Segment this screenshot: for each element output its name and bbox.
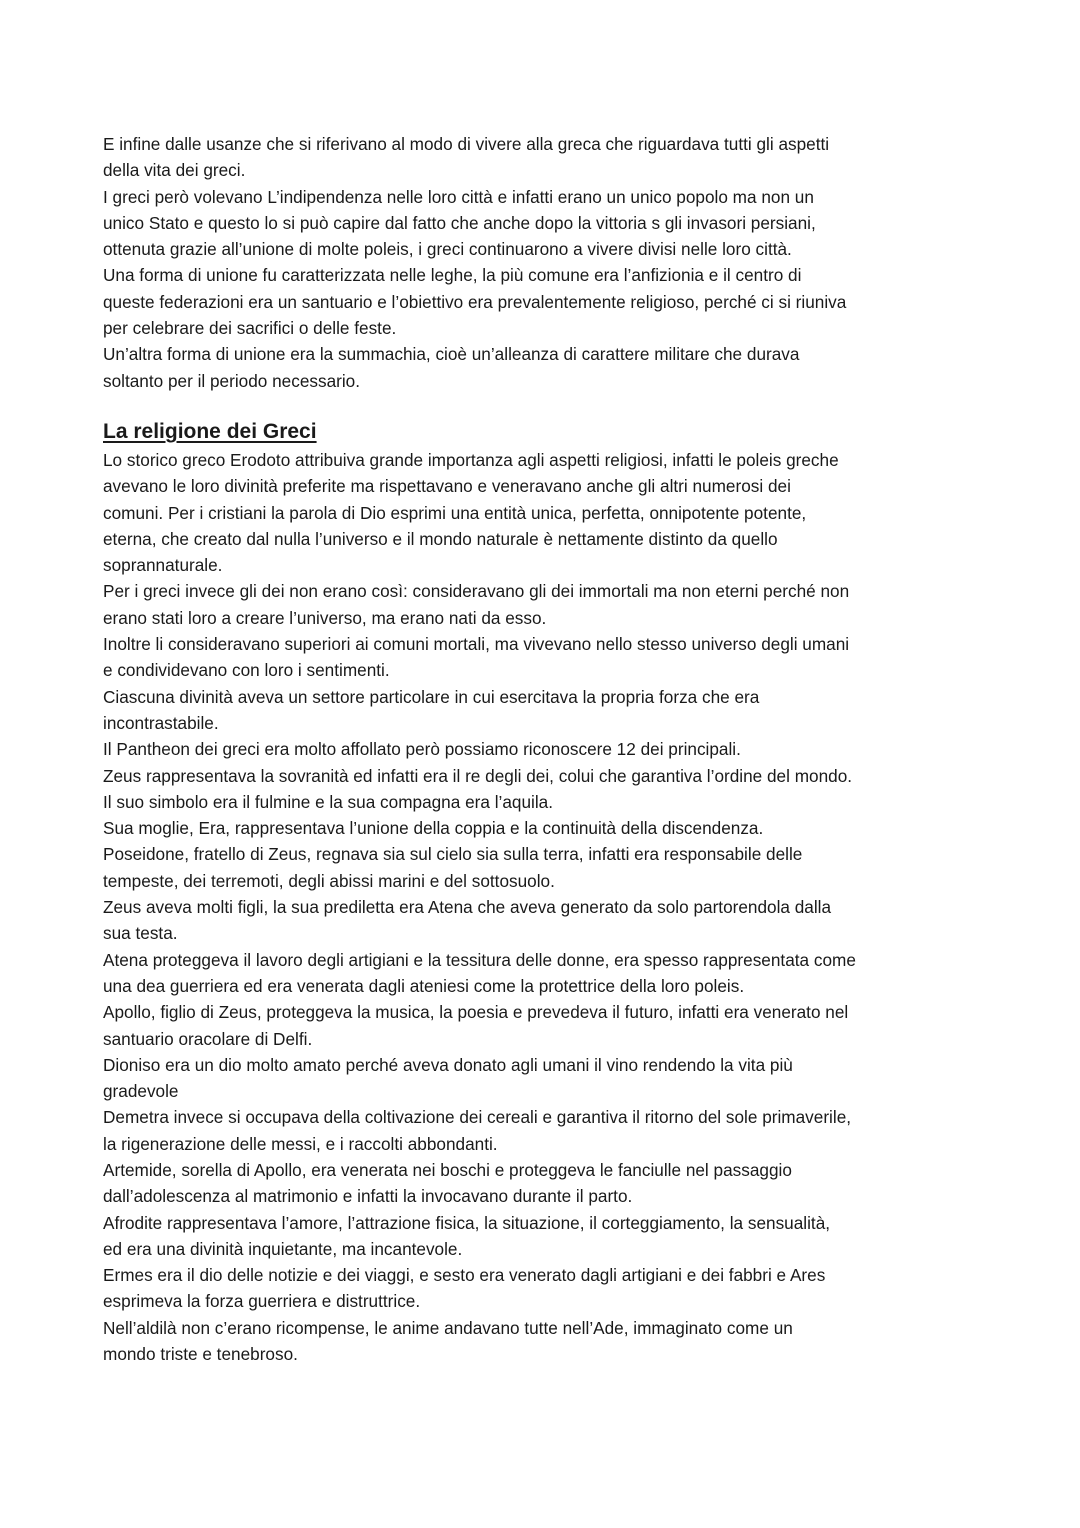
text-line: unico Stato e questo lo si può capire dal fatto che anche dopo la vittoria s gli invasori persiani, [103,212,816,233]
text-line: Per i greci invece gli dei non erano così: consideravano gli dei immortali ma non eterni perché non [103,581,850,602]
text-line: santuario oracolare di Delfi. [103,1028,313,1049]
text-line: Lo storico greco Erodoto attribuiva grande importanza agli aspetti religiosi, infatti le poleis greche [103,449,839,470]
text-line: Una forma di unione fu caratterizzata nelle leghe, la più comune era l’anfizionia e il centro di [103,265,802,286]
text-line: la rigenerazione delle messi, e i raccolti abbondanti. [103,1133,498,1154]
text-line: mondo triste e tenebroso. [103,1344,298,1365]
text-line: della vita dei greci. [103,160,246,181]
document-page [103,131,993,1367]
text-line: soprannaturale. [103,555,223,576]
text-line: erano stati loro a creare l’universo, ma erano nati da esso. [103,607,547,628]
text-line: Artemide, sorella di Apollo, era venerata nei boschi e proteggeva le fanciulle nel passaggio [103,1159,792,1180]
text-line: avevano le loro divinità preferite ma rispettavano e veneravano anche gli altri numerosi dei [103,476,791,497]
text-line: Zeus rappresentava la sovranità ed infatti era il re degli dei, colui che garantiva l’ordine del mondo. [103,765,853,786]
text-line: Il Pantheon dei greci era molto affollato però possiamo riconoscere 12 dei principali. [103,739,741,760]
text-line: Afrodite rappresentava l’amore, l’attrazione fisica, la situazione, il corteggiamento, la sensualità, [103,1212,831,1233]
intro-paragraphs [103,131,993,394]
text-line: Ermes era il dio delle notizie e dei viaggi, e sesto era venerato dagli artigiani e dei fabbri e Ares [103,1265,826,1286]
section-heading: La religione dei Greci [103,419,317,443]
text-line: Il suo simbolo era il fulmine e la sua compagna era l’aquila. [103,791,553,812]
text-line: Apollo, figlio di Zeus, proteggeva la musica, la poesia e prevedeva il futuro, infatti era venerato nel [103,1002,849,1023]
text-line: sua testa. [103,923,178,944]
text-line: ed era una divinità inquietante, ma incantevole. [103,1238,463,1259]
section-body [103,447,993,1367]
text-line: e condividevano con loro i sentimenti. [103,660,390,681]
text-line: una dea guerriera ed era venerata dagli ateniesi come la protettrice della loro poleis. [103,975,745,996]
text-line: comuni. Per i cristiani la parola di Dio esprimi una entità unica, perfetta, onnipotente potente, [103,502,807,523]
text-line: ottenuta grazie all’unione di molte poleis, i greci continuarono a vivere divisi nelle loro città. [103,239,792,260]
text-line: Un’altra forma di unione era la summachia, cioè un’alleanza di carattere militare che durava [103,344,800,365]
text-line: tempeste, dei terremoti, degli abissi marini e del sottosuolo. [103,870,555,891]
text-line: E infine dalle usanze che si riferivano al modo di vivere alla greca che riguardava tutti gli aspetti [103,134,830,154]
text-line: Poseidone, fratello di Zeus, regnava sia sul cielo sia sulla terra, infatti era responsabile delle [103,844,803,865]
text-line: Nell’aldilà non c’erano ricompense, le anime andavano tutte nell’Ade, immaginato come un [103,1317,793,1338]
text-line: per celebrare dei sacrifici o delle feste. [103,318,397,339]
text-line: incontrastabile. [103,712,219,733]
text-line: Zeus aveva molti figli, la sua prediletta era Atena che aveva generato da solo partorendola dalla [103,897,832,918]
text-line: Demetra invece si occupava della coltivazione dei cereali e garantiva il ritorno del sole primaverile, [103,1107,852,1128]
text-line: Dioniso era un dio molto amato perché aveva donato agli umani il vino rendendo la vita più [103,1054,793,1075]
text-line: queste federazioni era un santuario e l’obiettivo era prevalentemente religioso, perché ci si riuniva [103,291,847,312]
text-line: Inoltre li consideravano superiori ai comuni mortali, ma vivevano nello stesso universo degli umani [103,634,850,655]
text-line: Atena proteggeva il lavoro degli artigiani e la tessitura delle donne, era spesso rappresentata come [103,949,856,970]
text-line: dall’adolescenza al matrimonio e infatti la invocavano durante il parto. [103,1186,633,1207]
text-line: eterna, che creato dal nulla l’universo e il mondo naturale è nettamente distinto da quello [103,528,778,549]
text-line: Ciascuna divinità aveva un settore particolare in cui esercitava la propria forza che era [103,686,760,707]
text-line: Sua moglie, Era, rappresentava l’unione della coppia e la continuità della discendenza. [103,818,764,839]
text-line: gradevole [103,1081,179,1102]
text-line: esprimeva la forza guerriera e distruttrice. [103,1291,421,1312]
text-line: I greci però volevano L’indipendenza nelle loro città e infatti erano un unico popolo ma non un [103,186,814,207]
text-line: soltanto per il periodo necessario. [103,370,361,391]
